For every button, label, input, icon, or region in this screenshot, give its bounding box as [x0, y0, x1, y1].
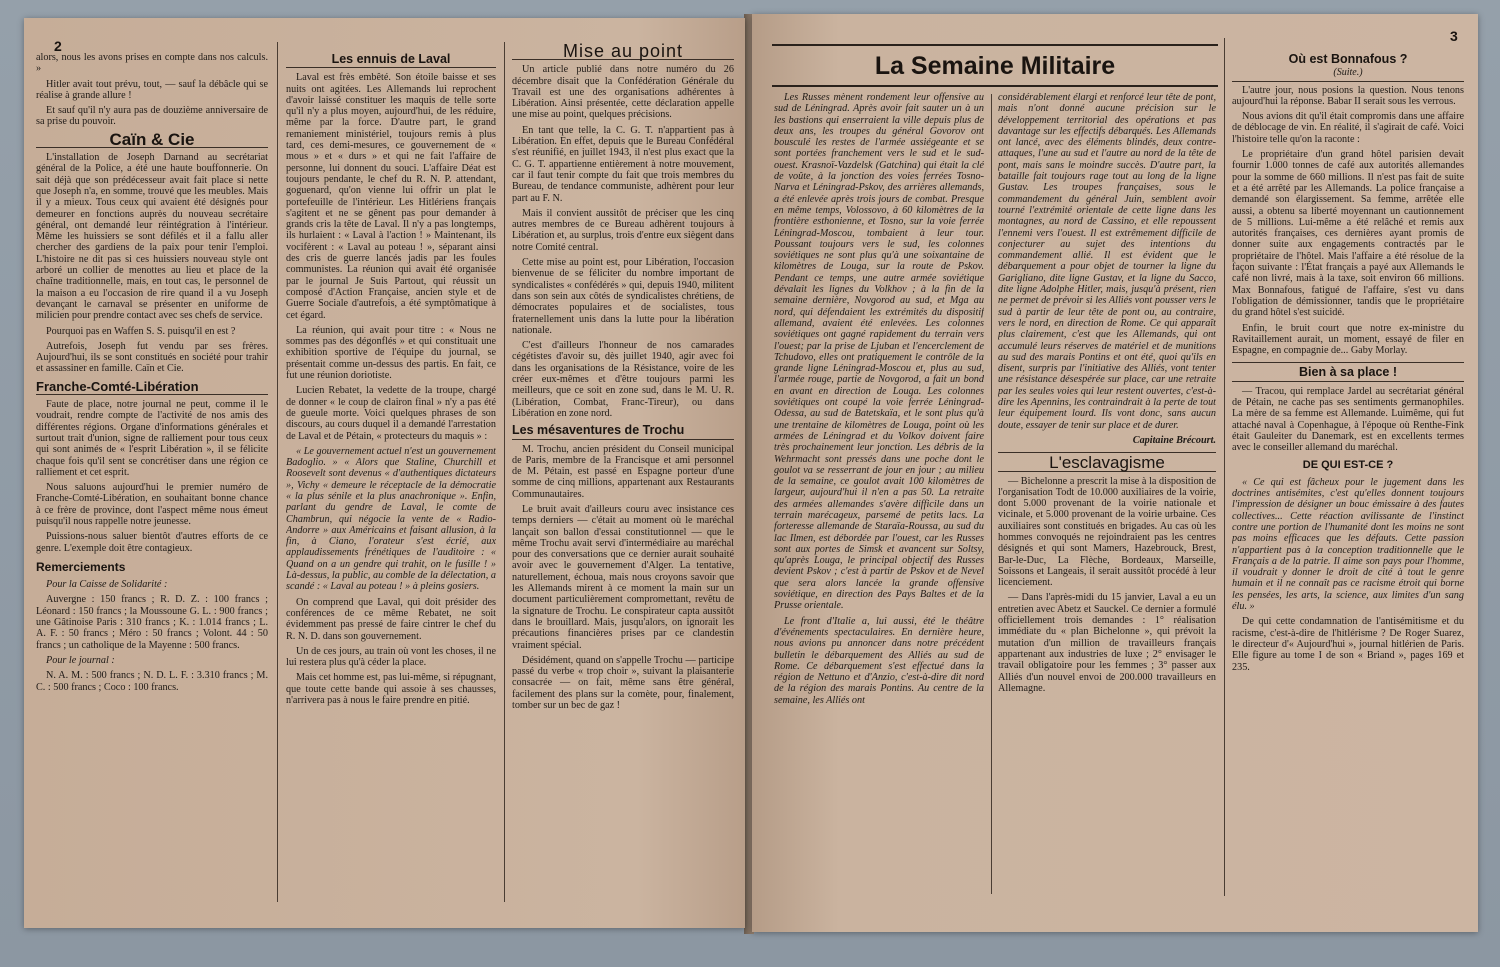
trochu-paragraph: M. Trochu, ancien président du Conseil municipal de Paris, membre de la Francisque et ami personnel de M. Pétain, est passé en Espagne porteur d'une somme de cinq millions, appartenant aux Restaurants Communautaires. [512, 443, 734, 500]
esclavagisme-paragraph: — Dans l'après-midi du 15 janvier, Laval a eu un entretien avec Abetz et Sauckel. Ce dernier a formulé officiellement trois demandes : 1° réalisation immédiate du « plan Bichelonne », qui prévoit la mutation d'un million de travailleurs français appartenant aux industries de luxe ; 2° envisager le travail obligatoire pour les femmes ; 3° passer aux Alliés d'un nouvel envoi de 200.000 travailleurs en Allemagne. [998, 592, 1216, 694]
laval-paragraph: Un de ces jours, au train où vont les choses, il ne lui restera plus qu'à céder la place. [286, 645, 496, 669]
esclavagisme-paragraph: — Bichelonne a prescrit la mise à la disposition de l'organisation Todt de 10.000 auxiliaires de la voirie, dont 5.000 provenant de la voirie nationale et vicinale, et 5.000 provenant de la voirie urbaine. Ces auxiliaires sont constitués en brigades. Au cas où les hommes convoqués ne rejoindraient pas les centres désignés et qui sont Mamers, Hazebrouck, Brest, Bar-le-Duc, La Flèche, Bordeaux, Marseille, Soissons et Langeais, il serait aussitôt procédé à leur licenciement. [998, 475, 1216, 589]
laval-paragraph: Lucien Rebatet, la vedette de la troupe, chargé de donner « le coup de clairon final » n'y a pas été de gueule morte. Voici quelques phrases de son discours, au cours duquel il a demandé l'arrestation de Laval et de Pétain, « protecteurs du maquis » : [286, 385, 496, 442]
remerciements-line: Pour le journal : [46, 654, 115, 666]
semaine-militaire-title: La Semaine Militaire [772, 44, 1218, 87]
right-col-3 [1232, 48, 1464, 908]
column-divider [1224, 38, 1225, 896]
remerciements-heading: Remerciements [36, 559, 126, 574]
mise-paragraph: Cette mise au point est, pour Libération, l'occasion bienvenue de se féliciter du nombre important de syndicalistes « confédérés » qui, depuis 1940, militent dans son sein aux côtés de syndicalistes chrétiens, de démocrates populaires et de socialistes, tous fraternellement unis dans la lutte pour la libération nationale. [512, 257, 734, 336]
bonnafous-paragraph: Le propriétaire d'un grand hôtel parisien devait fournir 1.000 tonnes de café aux autorités allemandes pour la somme de 660 millions. Il n'est pas fait de suite et a été arrêté par les Allemands. La police française a demandé son élargissement. Sa femme, arrêtée elle aussi, a obtenu sa liberté moyennant un cautionnement de 5 millions. Lui-même a été relâché et remis aux autorités françaises, ces dernières ayant promis de donner suite aux engagements contractés par le propriétaire de l'hôtel. Mais l'affaire a été résolue de la façon suivante : l'État français a payé aux Allemands le café non livré, mais à la taxe, soit environ 66 millions. Max Bonnafous, fatigué de l'affaire, s'est vu dans l'obligation de démissionner, tandis que le propriétaire du grand hôtel s'est suicidé. [1232, 149, 1464, 319]
trochu-paragraph: Désidément, quand on s'appelle Trochu — participe passé du verbe « trop choir », suivant la plaisanterie consacrée — on fait, même sans être général, facilement des plans sur la comète, pour, finalement, tomber sur un bec de gaz ! [512, 654, 734, 712]
remerciements-line: Pour la Caisse de Solidarité : [46, 579, 168, 591]
mise-au-point-heading: Mise au point [512, 46, 734, 60]
bonnafous-paragraph: Enfin, le bruit court que notre ex-ministre du Ravitaillement aurait, un moment, essayé de filer en Espagne, en compagnie de... Gaby Morlay. [1232, 322, 1464, 357]
right-page [752, 14, 1478, 932]
laval-paragraph: « Le gouvernement actuel n'est un gouvernement Badoglio. » « Alors que Staline, Churchill et Roosevelt sont devenus « d'authentiques dictateurs », Vichy « demeure le réceptacle de la démocratie « la plus sénile et la plus anachronique ». Enfin, parlant du gendre de Laval, le comte de Chambrun, qui négocie la vente de « Radio-Andorre » aux Américains et faisant allusion, à la fin, à Ciano, l'orateur s'est écrié, aux applaudissements frénétiques de l'auditoire : « Quand on a un gendre qui trahit, on le fusille ! » Là-dessus, la public, au comble de la délectation, a scandé : « Laval au poteau ! » à pleins gosiers. [286, 445, 496, 593]
bonnafous-paragraph: Nous avions dit qu'il était compromis dans une affaire de déblocage de vin. En réalité, il s'agirait de café. Voici l'histoire telle qu'on la raconte : [1232, 111, 1464, 145]
militaire-paragraph: Les Russes mènent rondement leur offensive au sud de Léningrad. Après avoir fait sauter un à un les bastions qui enserraient la ville depuis plus de deux ans, les troupes du général Govorov ont bousculé les restes de l'armée assiégeante et se sont portées franchement vers le sud et le sud-ouest. Krasnoï-Vazdelsk (Gatchina) qui était la clé de voûte, à la jonction des voies ferrées Tosno-Narva et Léningrad-Pskov, des arrières allemands, a été enlevée après trois jours de combat. Presque en même temps, Volossovo, à 60 kilomètres de la frontière esthonienne, et Tosno, sur la voie ferrée Léningrad-Moscou, tombaient à leur tour. Poussant toujours vers le sud, les colonnes soviétiques ne sont plus qu'à une soixantaine de kilomètres de Louga, sur la route de Pskov. Pendant ce temps, une autre armée soviétique dévalait les lignes du Volkhov ; à la fin de la semaine dernière, Novgorod au sud, et Mga au nord, qui défendaient les extrémités du dispositif allemand, avaient été enlevées. Les colonnes soviétiques ont gagné rapidement du terrain vers l'ouest; par la prise de Ljuban et l'encerclement de Tchudovo, elles ont pratiquement le contrôle de la grande ligne Léningrad-Moscou et, plus au sud, l'armée rouge, partie de Novgorod, a fait un bond en avant en direction de Louga. Les colonnes soviétiques ont coupé la voie ferrée Léningrad-Odessa, au sud de Batetskaïa, et le sont plus qu'à une trentaine de kilomètres de Louga, point où les armées de Léningrad et du Volkov doivent faire très prochainement leur jonction. Les débris de la Wehrmacht sont pressés dans une poche dont le goulot va se resserrant de jour en jour ; au milieu de la semaine, ce goulot avait 100 kilomètres de largeur, aujourd'hui il n'en a pas 50. La retraite des armées allemandes s'avère difficile dans un terrain marécageux, parsemé de petits lacs. La forteresse allemande de Staraïa-Roussa, au sud du lac Ilmen, est débordée par l'ouest, car les Russes sont aux portes de Simsk et avancent sur Soltsy, qu'après Louga, le principal objectif des Russes devient Pskov ; c'est à partir de Pskov et de Nevel que sera alors lancée la grande offensive soviétique, en direction des Pays Baltes et de la Prusse orientale. [774, 92, 984, 612]
column-divider [277, 42, 278, 902]
right-col-2 [998, 92, 1216, 908]
intro-line: Hitler avait tout prévu, tout, — sauf la débâcle qui se réalise à grande allure ! [36, 78, 268, 101]
signature: Capitaine Brécourt. [1132, 434, 1216, 446]
bonnafous-heading: Où est Bonnafous ? [1288, 52, 1408, 66]
cain-heading: Caïn & Cie [36, 134, 268, 148]
bien-paragraph: — Tracou, qui remplace Jardel au secrétariat général de Pétain, ne cache pas ses sentiments germanophiles. La mère de sa femme est Allemande. Luimême, qui fut attaché naval à Copenhague, à l'époque où Renthe-Fink était Gauleiter du Danemark, est en excellents termes avec le conseiller allemand du maréchal. [1232, 385, 1464, 454]
fcl-paragraph: Puissions-nous saluer bientôt d'autres efforts de ce genre. L'exemple doit être contagieux. [36, 531, 268, 554]
left-page [24, 18, 745, 928]
left-col-1 [36, 52, 268, 910]
intro-line: alors, nous les avons prises en compte dans nos calculs. » [36, 52, 268, 75]
left-col-3 [512, 40, 734, 908]
mise-paragraph: C'est d'ailleurs l'honneur de nos camarades cégétistes d'avoir su, dès juillet 1940, agir avec foi dans les organisations de la Résistance, voire de les créer eux-mêmes et d'être toujours parmi les meilleurs, que ce soit en zone sud, dans le M. U. R. (Libération, Combat, Franc-Tireur), ou dans Libération en zone nord. [512, 340, 734, 419]
fcl-heading: Franche-Comté-Libération [36, 381, 268, 395]
laval-heading: Les ennuis de Laval [286, 54, 496, 68]
fcl-paragraph: Nous saluons aujourd'hui le premier numéro de Franche-Comté-Libération, en souhaitant bonne chance à ce frère de province, dont l'aspect même nous émeut puisqu'il nous rappelle notre jeunesse. [36, 482, 268, 527]
cain-paragraph: L'installation de Joseph Darnand au secrétariat général de la Police, a été une haute bouffonnerie. On sait déjà que son prédécesseur avait fait place si nette que Joseph n'a, en somme, trouvé que les meubles. Mais il y a mieux. Tous ceux qui avaient été désignés pour demeurer en fonctions auprès du nouveau secrétaire général, ont demandé leur réintégration à l'intérieur. Même les huissiers se sont défilés et il a fallu aller chercher des gardiens de la paix pour tenir l'emploi. L'histoire ne dit pas si ces huissiers nouveau style ont arboré un collier de menottes au lieu et place de la chaîne traditionnelle, mais, en tout cas, le personnel de la maison a eu l'occasion de rire quand il a vu Joseph devançant le carnaval se présenter en uniforme de milicien pour prendre contact avec ses chefs de service. [36, 152, 268, 322]
esclavagisme-heading: L'esclavagisme [998, 452, 1216, 471]
trochu-paragraph: Le bruit avait d'ailleurs couru avec insistance ces temps derniers — c'était au moment où le maréchal lançait son ballon d'essai constitutionnel — que le même Trochu avait servi d'intermédiaire au maréchal pour des conversations que ce dernier aurait souhaité avoir avec le gouvernement d'Alger. La tentative, naturellement, échoua, mais nous croyons savoir que les Allemands mirent à ce moment la main sur un document particulièrement compromettant, revêtu de la signature de Trochu. Le conspirateur capta aussitôt dans le brouillard. Mais, jusqu'alors, on ignorait les précautions financières prises par ce clandestin vraiment spécial. [512, 503, 734, 651]
laval-paragraph: Laval est frès embêté. Son étoile baisse et ses nuits ont agitées. Les Allemands lui reprochent d'avoir laissé constituer les maquis de telle sorte qu'il n'y a plus moyen, aujourd'hui, de les réduire, même par la force. D'autre part, le grand remaniement ministériel, toujours remis à plus tard, ces demi-mesures, ce gouvernement de « mous » et « durs » et qui ne fait l'affaire de personne, lui donnent du souci. L'affaire Déat est toujours pendante, le chef du R. N. P. attendant, goguenard, qu'on vienne lui offrir un plat le portefeuille de l'intérieur. Les Hitlériens français s'agitent et ne se gênent pas pour demander à grands cris la tête de Laval. Il n'y a pas longtemps, ils hurlaient : « Laval à l'action ! » Maintenant, ils vocifèrent : « Laval au poteau ! », séparant ainsi des cris de guerre lancés jadis par les foules communistes. La réunion qui avait été organisée par le journal Je Suis Partout, qui réussit un composé d'Action Française, ancien style et de Guerre Sociale d'autrefois, a été symptômatique à cet égard. [286, 72, 496, 321]
left-col-2 [286, 48, 496, 908]
bien-heading: Bien à sa place ! [1232, 362, 1464, 381]
mise-paragraph: Un article publié dans notre numéro du 26 décembre disait que la Confédération Générale du Travail est une des organisations adhérentes à Libération. Ainsi présentée, cette déclaration appelle une mise au point, quelques précisions. [512, 64, 734, 121]
trochu-heading: Les mésaventures de Trochu [512, 425, 734, 439]
right-col-1 [774, 92, 984, 908]
page-number-left: 2 [54, 38, 62, 54]
page-number-right: 3 [1450, 28, 1458, 44]
qui-heading: DE QUI EST-CE ? [1302, 458, 1394, 471]
column-divider [991, 94, 992, 894]
qui-paragraph: De qui cette condamnation de l'antisémitisme et du racisme, c'est-à-dire de l'hitlérisme ? De Roger Suarez, le directeur d'« Aujourd'hui », journal hitlérien de Paris. Elle figure au tome I de son « Briand », pages 169 et 235. [1232, 616, 1464, 673]
intro-line: Et sauf qu'il n'y aura pas de douzième anniversaire de sa prise du pouvoir. [36, 105, 268, 128]
militaire-paragraph: Le front d'Italie a, lui aussi, été le théâtre d'événements spectaculaires. En dernière heure, nous avions pu annoncer dans notre précédent bulletin le débarquement des Alliés au sud de Rome. Ce débarquement s'est effectué dans la région de Nettuno et d'Anzio, c'est-à-dire dit nord de la région des marais Pontins. Au centre de la semaine, les Alliés ont [774, 615, 984, 706]
mise-paragraph: En tant que telle, la C. G. T. n'appartient pas à Libération. En effet, depuis que le Bureau Confédéral s'est réunifié, en juillet 1943, il n'est plus exact que la C. G. T. appartienne entièrement à notre mouvement, car il faut tenir compte du fait que trois membres du Bureau, de tendance communiste, adhèrent pour leur part au F. N. [512, 124, 734, 204]
laval-paragraph: La réunion, qui avait pour titre : « Nous ne sommes pas des dégonflés » et qui constituait une exhibition sportive de l'équipe du journal, se présentait comme un-dessus des partis. En fait, ce fut une réunion doriotiste. [286, 324, 496, 382]
laval-paragraph: On comprend que Laval, qui doit présider des conférences de ce même Rebatet, ne soit évidemment pas pressé de faire cintrer le chef du R. N. D. dans son gouvernement. [286, 596, 496, 642]
cain-paragraph: Autrefois, Joseph fut vendu par ses frères. Aujourd'hui, ils se sont constitués en société pour trahir et assassiner en famille. Caïn et Cie. [36, 340, 268, 375]
remerciements-line: N. A. M. : 500 francs ; N. D. L. F. : 3.310 francs ; M. C. : 500 francs ; Coco : 100 francs. [36, 670, 268, 693]
laval-paragraph: Mais cet homme est, pas lui-même, si répugnant, que toute cette bande qui assoie à ses chausses, n'arrivera pas à nous le faire prendre en pitié. [286, 672, 496, 707]
qui-paragraph: « Ce qui est fâcheux pour le jugement dans les doctrines antisémites, c'est qu'elles donnent toujours l'impression de désigner un bouc émissaire à des fautes collectives... Cette réaction avilissante de l'instinct contre une portion de l'humanité dont les moins ne sont pas moins efficaces que les défauts. Cette passion n'appartient pas à la conception traditionnelle que le Français a de la patrie. Il aime son pays pour l'homme, il voudrait y donner le droit de cité à tout le genre humain et il ne connaît pas ce racisme étroit qui borne les pensées, les arts, la science, aux limites d'un sang élu. » [1232, 476, 1464, 613]
militaire-paragraph: considérablement élargi et renforcé leur tête de pont, mais n'ont donné aucune précision sur le développement territorial des opérations et pas davantage sur les effectifs débarqués. Les Allemands ont lancé, avec des éléments blindés, deux contre-attaques, l'une au sud et l'autre au nord de la tête de pont, mais sans le moindre succès. D'autre part, la bataille fait toujours rage tout au long de la ligne Gustav. Les troupes françaises, sous le commandement du général Juin, semblent avoir tourné l'extrémité orientale de cette ligne dans les montagnes, au nord de Cassino, et elle repoussent l'ennemi vers l'ouest. Il est extrêmement difficile de conjecturer au sujet des intentions du commandement allié. Il est évident que le débarquement a pour objet de tourner la ligne du Garigliano, dite ligne Gustav, et la ligne du Sacco, dite ligne Adolphe Hitler, mais, jusqu'à présent, rien ne permet de prévoir si les Alliés vont pousser vers le sud à partir de leur tête de pont ou, au contraire, vers le nord, en direction de Rome. Ce qui apparaît plus clairement, c'est que les Allemands, qui ont accumulé leurs réserves de matériel et de munitions au sud des marais Pontins et ont été, quoi qu'ils en disent, surpris par l'initiative des Alliés, vont tenter une résistance désespérée sur place, car une retraite par les seules voies qui leur restent ouvertes, c'est-à-dire les Apennins, les contraindrait à la perte de tout leur équipement lourd. Ils vont donc, sans aucun doute, essayer de tenir sur place et de durer. [998, 92, 1216, 431]
bonnafous-paragraph: L'autre jour, nous posions la question. Nous tenons aujourd'hui la réponse. Babar II serait sous les verrous. [1232, 84, 1464, 107]
cain-paragraph: Pourquoi pas en Waffen S. S. puisqu'il en est ? [46, 325, 236, 337]
fcl-paragraph: Faute de place, notre journal ne peut, comme il le voudrait, rendre compte de l'activité de nos amis des différentes régions. Organe d'informations générales et surtout trait d'union, signe de ralliement pour tous ceux qui sont animés de « l'esprit Libération », il se félicite chaque fois qu'il sent se concrétiser dans une région ce ralliement et cet esprit. [36, 399, 268, 478]
column-divider [504, 42, 505, 902]
bonnafous-suite: (Suite.) [1232, 67, 1464, 81]
mise-paragraph: Mais il convient aussitôt de préciser que les cinq autres membres de ce Bureau adhèrent toujours à Libération et, au surplus, trois d'entre eux siègent dans notre Comité central. [512, 207, 734, 253]
remerciements-line: Auvergne : 150 francs ; R. D. Z. : 100 francs ; Léonard : 150 francs ; la Moussoune G. L. : 900 francs ; une Gâtinoise Paris : 310 francs ; K. : 1.014 francs ; L. A. F. : 50 francs ; Méro : 50 francs ; Volont. 44 : 50 francs ; un catholique de la Mayenne : 500 francs. [36, 594, 268, 651]
